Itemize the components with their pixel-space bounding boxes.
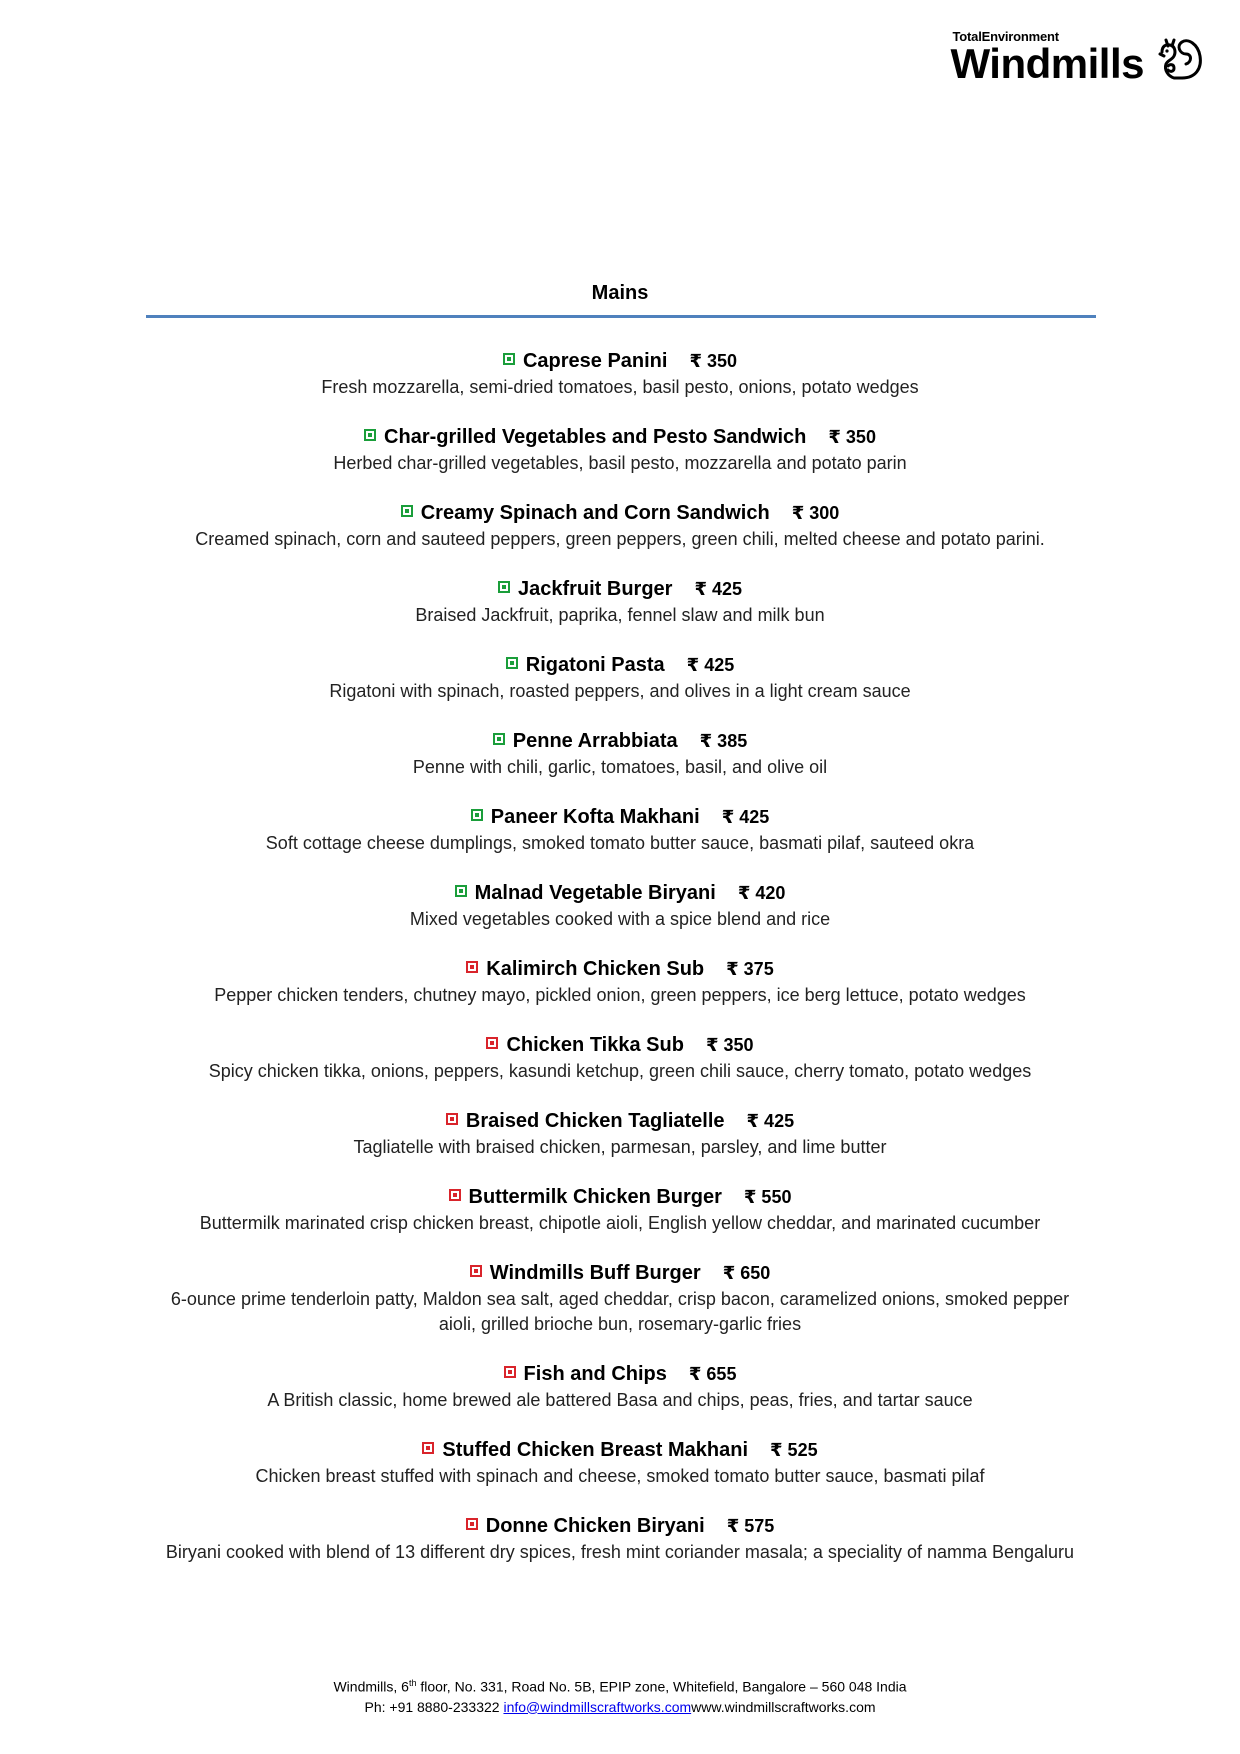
menu-item-description: Creamed spinach, corn and sauteed peppers, green peppers, green chili, melted cheese and potato parini. xyxy=(195,529,1045,549)
menu-item-price: ₹ 300 xyxy=(791,503,840,523)
address-prefix: Windmills, 6 xyxy=(333,1678,409,1695)
menu-item-header xyxy=(155,1260,1085,1286)
menu-item-header xyxy=(155,576,1085,602)
menu-item xyxy=(155,1513,1085,1565)
menu-item-name: Chicken Tikka Sub xyxy=(506,1034,684,1056)
section-title: Mains xyxy=(591,282,649,304)
menu-item-name: Jackfruit Burger xyxy=(517,578,673,600)
section-divider xyxy=(146,315,1096,318)
veg-indicator-icon xyxy=(401,505,413,517)
menu-item xyxy=(155,1260,1085,1337)
menu-item-name: Creamy Spinach and Corn Sandwich xyxy=(420,502,770,524)
squirrel-icon xyxy=(1152,32,1206,90)
menu-item-description: Buttermilk marinated crisp chicken breast, chipotle aioli, English yellow cheddar, and marinated cucumber xyxy=(199,1213,1041,1233)
menu-item-description: Rigatoni with spinach, roasted peppers, and olives in a light cream sauce xyxy=(329,681,911,701)
menu-item-header xyxy=(155,1513,1085,1539)
footer-email-link[interactable]: info@windmillscraftworks.com xyxy=(503,1698,692,1715)
menu-item xyxy=(155,956,1085,1008)
footer xyxy=(0,1673,1240,1717)
menu-item-header xyxy=(155,880,1085,906)
nonveg-indicator-icon xyxy=(446,1113,458,1125)
nonveg-indicator-icon xyxy=(486,1037,498,1049)
menu-item xyxy=(155,804,1085,856)
menu-item-price: ₹ 350 xyxy=(689,351,738,371)
menu-item-description: Fresh mozzarella, semi-dried tomatoes, basil pesto, onions, potato wedges xyxy=(321,377,919,397)
menu-item-description: 6-ounce prime tenderloin patty, Maldon sea salt, aged cheddar, crisp bacon, caramelized onions, smoked pepper aioli, grilled brioche bun, rosemary-garlic fries xyxy=(170,1289,1070,1334)
veg-indicator-icon xyxy=(498,581,510,593)
menu-item-name: Kalimirch Chicken Sub xyxy=(486,958,705,980)
menu-item-price: ₹ 375 xyxy=(726,959,774,979)
menu-item-description: Braised Jackfruit, paprika, fennel slaw and milk bun xyxy=(415,605,825,625)
menu-item-name: Stuffed Chicken Breast Makhani xyxy=(442,1439,749,1461)
menu-item-description: Spicy chicken tikka, onions, peppers, kasundi ketchup, green chili sauce, cherry tomato, potato wedges xyxy=(208,1061,1032,1081)
menu-item xyxy=(155,424,1085,476)
menu-item-header xyxy=(155,652,1085,678)
menu-item-description: Mixed vegetables cooked with a spice blend and rice xyxy=(409,909,831,929)
nonveg-indicator-icon xyxy=(470,1265,482,1277)
menu-item-name: Buttermilk Chicken Burger xyxy=(468,1186,722,1208)
veg-indicator-icon xyxy=(455,885,467,897)
menu-item-description: A British classic, home brewed ale battered Basa and chips, peas, fries, and tartar sauce xyxy=(267,1390,973,1410)
address-suffix: floor, No. 331, Road No. 5B, EPIP zone, Whitefield, Bangalore – 560 048 India xyxy=(416,1678,907,1695)
menu-item-price: ₹ 425 xyxy=(721,807,770,827)
brand-logo xyxy=(951,30,1206,90)
menu-item xyxy=(155,1184,1085,1236)
menu-item-name: Rigatoni Pasta xyxy=(525,654,665,676)
nonveg-indicator-icon xyxy=(466,1518,478,1530)
menu-item-header xyxy=(155,804,1085,830)
menu-item-name: Braised Chicken Tagliatelle xyxy=(465,1110,725,1132)
menu-item-name: Char-grilled Vegetables and Pesto Sandwich xyxy=(384,426,807,448)
footer-website: www.windmillscraftworks.com xyxy=(691,1698,876,1715)
menu-item-price: ₹ 420 xyxy=(737,883,786,903)
menu-item-price: ₹ 350 xyxy=(705,1035,754,1055)
menu-item-description: Soft cottage cheese dumplings, smoked tomato butter sauce, basmati pilaf, sauteed okra xyxy=(265,833,975,853)
menu-item-name: Malnad Vegetable Biryani xyxy=(474,882,716,904)
menu-item-price: ₹ 385 xyxy=(699,731,748,751)
menu-item-price: ₹ 525 xyxy=(770,1440,818,1460)
menu-list xyxy=(155,348,1085,1589)
menu-item-header xyxy=(155,1108,1085,1134)
footer-contact xyxy=(0,1697,1240,1717)
menu-item xyxy=(155,1437,1085,1489)
nonveg-indicator-icon xyxy=(449,1189,461,1201)
menu-item-header xyxy=(155,728,1085,754)
menu-item-description: Pepper chicken tenders, chutney mayo, pickled onion, green peppers, ice berg lettuce, potato wedges xyxy=(214,985,1026,1005)
logo-subbrand: TotalEnvironment xyxy=(952,29,1059,44)
menu-item xyxy=(155,1361,1085,1413)
menu-item xyxy=(155,728,1085,780)
menu-item-header xyxy=(155,956,1085,982)
footer-phone: Ph: +91 8880-233322 xyxy=(364,1698,504,1715)
menu-item-price: ₹ 425 xyxy=(746,1111,795,1131)
menu-item-price: ₹ 550 xyxy=(743,1187,792,1207)
menu-item-name: Penne Arrabbiata xyxy=(512,730,678,752)
logo-text xyxy=(951,30,1144,86)
nonveg-indicator-icon xyxy=(504,1366,516,1378)
menu-item-name: Caprese Panini xyxy=(522,350,668,372)
menu-item xyxy=(155,1032,1085,1084)
menu-item-description: Penne with chili, garlic, tomatoes, basil, and olive oil xyxy=(412,757,828,777)
menu-item-header xyxy=(155,1184,1085,1210)
address-sup: th xyxy=(408,1678,417,1688)
menu-item xyxy=(155,880,1085,932)
veg-indicator-icon xyxy=(364,429,376,441)
nonveg-indicator-icon xyxy=(422,1442,434,1454)
nonveg-indicator-icon xyxy=(466,961,478,973)
menu-item-price: ₹ 425 xyxy=(686,655,735,675)
menu-item-header xyxy=(155,1032,1085,1058)
menu-item-price: ₹ 655 xyxy=(688,1364,737,1384)
logo-brand: Windmills xyxy=(950,40,1144,87)
footer-address xyxy=(0,1673,1240,1697)
menu-item-header xyxy=(155,500,1085,526)
menu-item-name: Paneer Kofta Makhani xyxy=(490,806,700,828)
menu-item-header xyxy=(155,1437,1085,1463)
menu-item-price: ₹ 650 xyxy=(722,1263,771,1283)
menu-item-name: Fish and Chips xyxy=(523,1363,667,1385)
menu-item xyxy=(155,500,1085,552)
menu-item-header xyxy=(155,348,1085,374)
veg-indicator-icon xyxy=(471,809,483,821)
menu-item xyxy=(155,576,1085,628)
veg-indicator-icon xyxy=(493,733,505,745)
menu-item-price: ₹ 350 xyxy=(828,427,876,447)
menu-item-price: ₹ 425 xyxy=(694,579,743,599)
menu-item-description: Tagliatelle with braised chicken, parmesan, parsley, and lime butter xyxy=(353,1137,887,1157)
menu-item-name: Windmills Buff Burger xyxy=(489,1262,701,1284)
menu-item xyxy=(155,1108,1085,1160)
menu-item xyxy=(155,652,1085,704)
menu-item-name: Donne Chicken Biryani xyxy=(485,1515,705,1537)
menu-item-header xyxy=(155,424,1085,450)
menu-item-description: Herbed char-grilled vegetables, basil pesto, mozzarella and potato parin xyxy=(333,453,907,473)
veg-indicator-icon xyxy=(506,657,518,669)
menu-item-header xyxy=(155,1361,1085,1387)
menu-item-price: ₹ 575 xyxy=(726,1516,775,1536)
menu-item xyxy=(155,348,1085,400)
menu-item-description: Chicken breast stuffed with spinach and cheese, smoked tomato butter sauce, basmati pilaf xyxy=(255,1466,985,1486)
veg-indicator-icon xyxy=(503,353,515,365)
menu-item-description: Biryani cooked with blend of 13 different dry spices, fresh mint coriander masala; a speciality of namma Bengaluru xyxy=(165,1542,1075,1562)
